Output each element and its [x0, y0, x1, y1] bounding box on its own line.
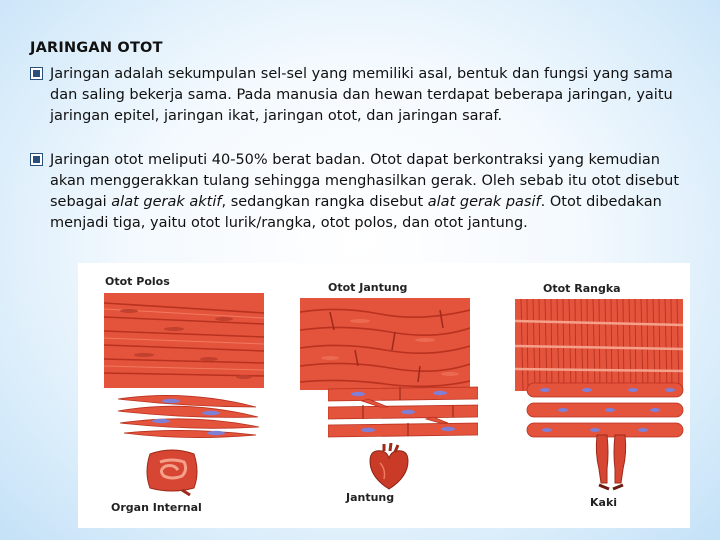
- text-part: , sedangkan rangka disebut: [221, 194, 428, 210]
- cardiac-muscle-cells-image: [328, 383, 478, 443]
- label-legs: Kaki: [590, 496, 618, 509]
- label-smooth-muscle: Otot Polos: [105, 275, 170, 288]
- bullet-item-definition: [30, 64, 698, 127]
- checkbox-bullet-icon: [30, 67, 43, 80]
- legs-icon: [591, 433, 631, 491]
- emphasis-active: alat gerak aktif: [111, 194, 222, 210]
- smooth-muscle-tissue-image: [104, 293, 264, 388]
- heart-icon: [364, 443, 414, 493]
- smooth-muscle-cells-image: [116, 391, 261, 441]
- bullet-text: [50, 150, 698, 234]
- bullet-text: Jaringan adalah sekumpulan sel-sel yang memiliki asal, bentuk dan fungsi yang sama dan saling bekerja sama. Pada manusia dan hewan terdapat beberapa jaringan, yaitu jaringan epitel, jaringan ikat, jaringan otot, dan jaringan saraf.: [50, 66, 673, 124]
- bullet-item-muscle: [30, 150, 698, 234]
- muscle-figure: [78, 263, 690, 528]
- label-skeletal-muscle: Otot Rangka: [543, 282, 621, 295]
- cardiac-muscle-tissue-image: [300, 298, 470, 390]
- label-cardiac-muscle: Otot Jantung: [328, 281, 408, 294]
- text-part: Jaringan otot meliputi 40-50% berat badan. Otot dapat berkontraksi yang kemudian akan menggerakkan tulang sehingga menghasilkan gerak. Oleh sebab itu otot disebut sebagai: [50, 152, 680, 210]
- intestine-icon: [142, 446, 202, 496]
- checkbox-bullet-icon: [30, 153, 43, 166]
- emphasis-passive: alat gerak pasif: [427, 194, 541, 210]
- label-organ-internal: Organ Internal: [111, 501, 202, 514]
- skeletal-muscle-tissue-image: [515, 299, 683, 391]
- label-heart: Jantung: [346, 491, 395, 504]
- text-part: . Otot dibedakan menjadi tiga, yaitu otot lurik/rangka, otot polos, dan otot jantung.: [50, 194, 662, 231]
- skeletal-muscle-fibers-image: [525, 381, 685, 441]
- slide-title: JARINGAN OTOT: [30, 40, 163, 56]
